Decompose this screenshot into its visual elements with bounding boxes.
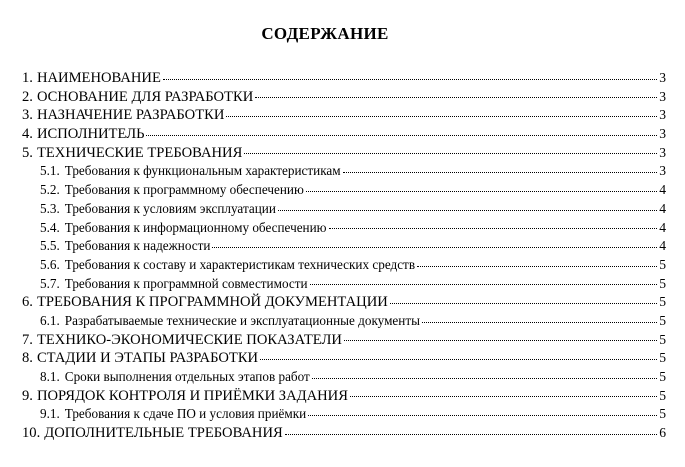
toc-dot-leader <box>308 415 657 416</box>
toc-dot-leader <box>244 153 657 154</box>
toc-page-number: 4 <box>659 219 666 235</box>
toc-section-entry[interactable] <box>22 88 666 107</box>
toc-section-entry[interactable] <box>22 69 666 88</box>
toc-entry-heading <box>40 405 306 424</box>
toc-dot-leader <box>312 378 657 379</box>
toc-entry-heading <box>40 275 308 294</box>
toc-page-number: 3 <box>659 88 666 104</box>
toc-entry-heading <box>40 162 341 181</box>
toc-entry-heading <box>40 256 415 275</box>
toc-entry-number: 10. <box>22 425 41 442</box>
toc-entry-heading <box>22 387 348 406</box>
toc-page-number: 5 <box>659 406 666 422</box>
toc-page-number: 5 <box>659 369 666 384</box>
toc-entry-title: Требования к программной совместимости <box>64 275 308 291</box>
page-title: СОДЕРЖАНИЕ <box>261 24 389 43</box>
toc-entry-title: ТЕХНИКО-ЭКОНОМИЧЕСКИЕ ПОКАЗАТЕЛИ <box>36 331 342 348</box>
toc-entry-number: 5.3. <box>40 200 60 216</box>
toc-subsection-entry[interactable] <box>22 256 666 275</box>
toc-page-number: 5 <box>659 331 666 347</box>
toc-dot-leader <box>212 247 657 248</box>
toc-entry-heading <box>22 69 161 88</box>
toc-entry-title: ИСПОЛНИТЕЛЬ <box>36 126 145 143</box>
toc-dot-leader <box>146 135 657 136</box>
toc-entry-number: 5.2. <box>40 182 60 198</box>
toc-entry-number: 5.4. <box>40 219 60 235</box>
toc-section-entry[interactable] <box>22 293 666 312</box>
toc-section-entry[interactable] <box>22 387 666 406</box>
toc-subsection-entry[interactable] <box>22 200 666 219</box>
toc-entry-heading <box>22 349 258 368</box>
toc-entry-title: Разрабатываемые технические и эксплуатационные документы <box>64 312 420 328</box>
toc-entry-title: Требования к функциональным характеристикам <box>64 163 341 179</box>
toc-entry-title: Требования к сдаче ПО и условия приёмки <box>64 406 307 422</box>
toc-page-number: 5 <box>659 256 666 272</box>
toc-entry-heading <box>22 125 144 144</box>
toc-page-number: 3 <box>659 70 666 85</box>
toc-entry-heading <box>40 200 276 219</box>
toc-entry-title: ОСНОВАНИЕ ДЛЯ РАЗРАБОТКИ <box>36 88 254 105</box>
toc-entry-heading <box>40 368 310 387</box>
toc-page-number: 5 <box>659 275 666 291</box>
toc-entry-number: 2. <box>22 88 33 105</box>
toc-entry-number: 9.1. <box>40 406 60 422</box>
toc-section-entry[interactable] <box>22 144 666 163</box>
toc-page-number: 3 <box>659 163 666 179</box>
toc-page-number: 3 <box>659 126 666 142</box>
toc-entry-number: 4. <box>22 126 33 143</box>
toc-entry-heading <box>22 88 253 107</box>
toc-entry-number: 7. <box>22 331 33 348</box>
toc-subsection-entry[interactable] <box>22 312 666 331</box>
toc-subsection-entry[interactable] <box>22 405 666 424</box>
toc-dot-leader <box>285 434 657 435</box>
toc-entry-title: ТРЕБОВАНИЯ К ПРОГРАММНОЙ ДОКУМЕНТАЦИИ <box>36 294 388 311</box>
toc-dot-leader <box>329 228 658 229</box>
toc-page-number: 6 <box>659 425 666 441</box>
toc-dot-leader <box>278 210 657 211</box>
toc-entry-title: Требования к информационному обеспечению <box>64 219 327 235</box>
toc-page-number: 3 <box>659 107 666 123</box>
toc-entry-number: 9. <box>22 387 33 404</box>
toc-dot-leader <box>344 340 657 341</box>
toc-entry-heading <box>40 219 327 238</box>
toc-entry-heading <box>22 331 342 350</box>
toc-page-number: 4 <box>659 200 666 216</box>
toc-entry-heading <box>40 181 304 200</box>
toc-entry-number: 3. <box>22 107 33 124</box>
toc-entry-number: 6.1. <box>40 312 60 328</box>
toc-entry-number: 5.6. <box>40 256 60 272</box>
toc-dot-leader <box>390 303 657 304</box>
toc-entry-number: 5.5. <box>40 238 60 254</box>
toc-section-entry[interactable] <box>22 106 666 125</box>
toc-entry-heading <box>40 237 210 256</box>
toc-entry-title: Требования к составу и характеристикам технических средств <box>64 256 416 272</box>
toc-dot-leader <box>310 284 658 285</box>
toc-dot-leader <box>343 172 658 173</box>
toc-dot-leader <box>417 266 657 267</box>
toc-page-number: 3 <box>659 144 666 160</box>
toc-entry-title: Требования к программному обеспечению <box>64 182 304 198</box>
toc-section-entry[interactable] <box>22 424 666 443</box>
toc-entry-heading <box>40 312 420 331</box>
toc-subsection-entry[interactable] <box>22 219 666 238</box>
toc-dot-leader <box>306 191 657 192</box>
toc-page-number: 5 <box>659 294 666 310</box>
toc-dot-leader <box>163 79 657 80</box>
toc-entry-title: Требования к условиям эксплуатации <box>64 200 276 216</box>
toc-entry-number: 5.1. <box>40 163 60 179</box>
toc-entry-heading <box>22 424 283 443</box>
toc-page-number: 5 <box>659 350 666 366</box>
toc-entry-title: НАЗНАЧЕНИЕ РАЗРАБОТКИ <box>36 107 225 124</box>
toc-page-number: 5 <box>659 387 666 403</box>
toc-dot-leader <box>260 359 657 360</box>
toc-entry-title: СТАДИИ И ЭТАПЫ РАЗРАБОТКИ <box>36 350 259 367</box>
toc-subsection-entry[interactable] <box>22 181 666 200</box>
toc-entry-title: НАИМЕНОВАНИЕ <box>36 70 161 86</box>
toc-dot-leader <box>226 116 657 117</box>
toc-dot-leader <box>422 322 657 323</box>
table-of-contents <box>22 69 666 443</box>
toc-entry-heading <box>22 293 388 312</box>
toc-entry-number: 5.7. <box>40 275 60 291</box>
toc-dot-leader <box>255 97 657 98</box>
toc-entry-title: Требования к надежности <box>64 238 211 254</box>
toc-entry-heading <box>22 106 224 125</box>
toc-entry-number: 5. <box>22 144 33 161</box>
toc-entry-title: ДОПОЛНИТЕЛЬНЫЕ ТРЕБОВАНИЯ <box>44 425 283 442</box>
toc-entry-number: 8.1. <box>40 369 60 384</box>
toc-entry-number: 1. <box>22 70 33 86</box>
toc-page-number: 5 <box>659 312 666 328</box>
toc-subsection-entry[interactable] <box>22 237 666 256</box>
toc-section-entry[interactable] <box>22 125 666 144</box>
toc-subsection-entry[interactable] <box>22 368 666 387</box>
toc-page-number: 4 <box>659 182 666 198</box>
toc-entry-title: ТЕХНИЧЕСКИЕ ТРЕБОВАНИЯ <box>36 144 243 161</box>
toc-entry-heading <box>22 144 242 163</box>
toc-section-entry[interactable] <box>22 349 666 368</box>
toc-entry-number: 8. <box>22 350 33 367</box>
toc-entry-title: Сроки выполнения отдельных этапов работ <box>64 369 310 384</box>
toc-dot-leader <box>350 396 657 397</box>
toc-section-entry[interactable] <box>22 331 666 350</box>
toc-subsection-entry[interactable] <box>22 275 666 294</box>
toc-entry-title: ПОРЯДОК КОНТРОЛЯ И ПРИЁМКИ ЗАДАНИЯ <box>36 387 348 404</box>
toc-entry-number: 6. <box>22 294 33 311</box>
toc-page-number: 4 <box>659 238 666 254</box>
toc-subsection-entry[interactable] <box>22 162 666 181</box>
